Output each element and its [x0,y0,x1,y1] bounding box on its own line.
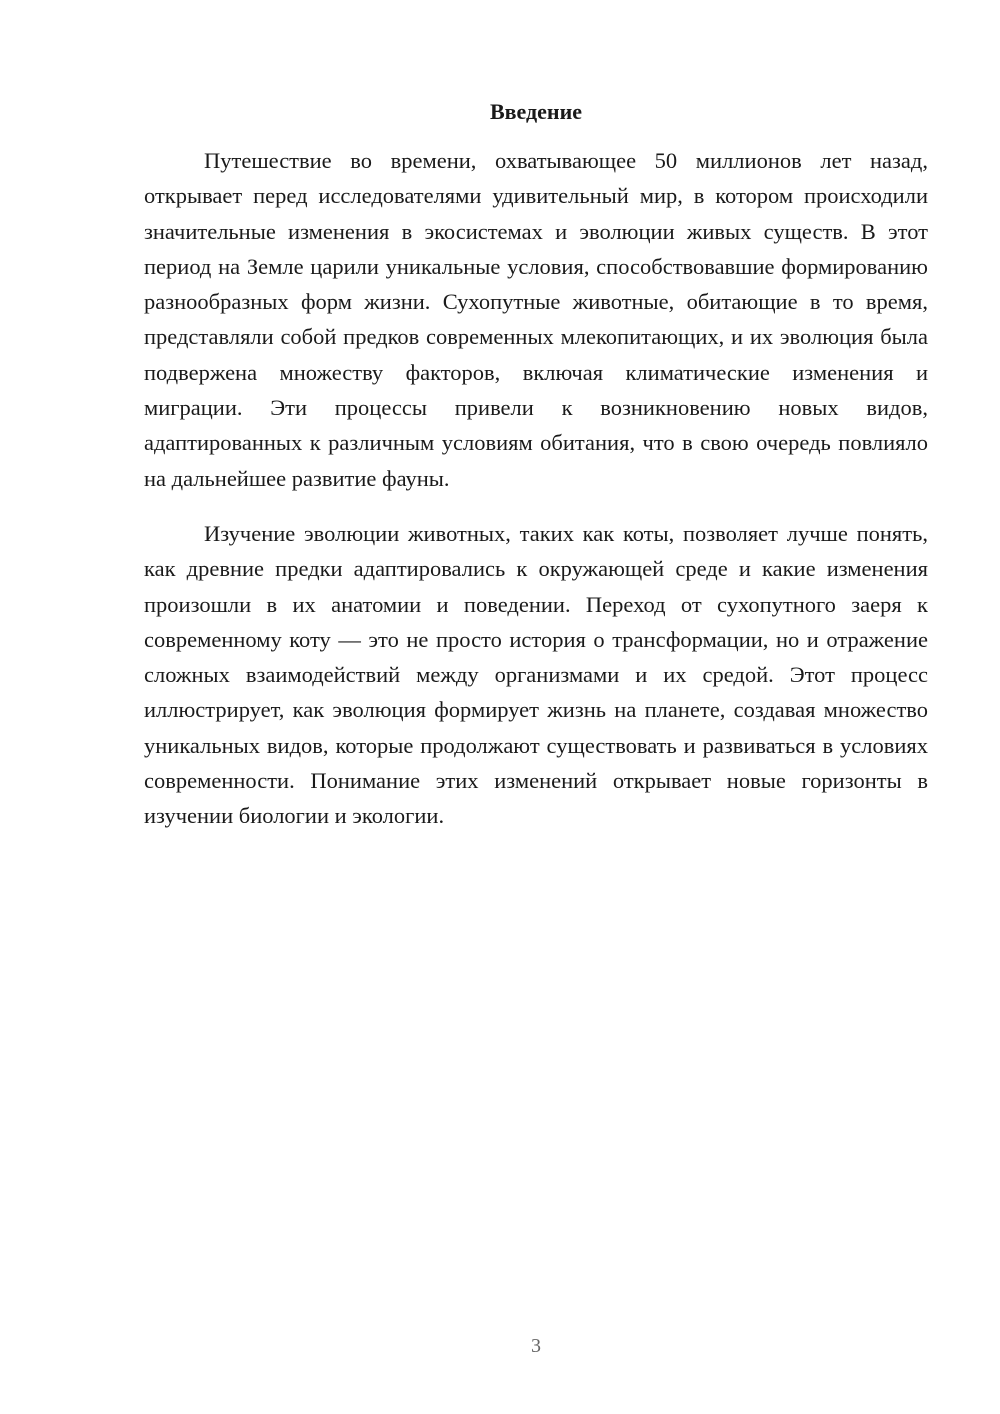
section-heading: Введение [489,99,583,124]
page-number: 3 [531,1335,541,1357]
body-text [144,143,928,834]
paragraph-2: Изучение эволюции животных, таких как коты, позволяет лучше понять, как древние предки адаптировались к окружающей среде и какие изменения произошли в их анатомии и поведении. Переход от сухопутного заеря к современному коту — это не просто история о трансформации, но и отражение сложных взаимодействий между организмами и их средой. Этот процесс иллюстрирует, как эволюция формирует жизнь на планете, создавая множество уникальных видов, которые продолжают существовать и развиваться в условиях современности. Понимание этих изменений открывает новые горизонты в изучении биологии и экологии. [144,520,928,829]
paragraph-1: Путешествие во времени, охватывающее 50 миллионов лет назад, открывает перед исследователями удивительный мир, в котором происходили значительные изменения в экосистемах и эволюции живых существ. В этот период на Земле царили уникальные условия, способствовавшие формированию разнообразных форм жизни. Сухопутные животные, обитающие в то время, представляли собой предков современных млекопитающих, и их эволюция была подвержена множеству факторов, включая климатические изменения и миграции. Эти процессы привели к возникновению новых видов, адаптированных к различным условиям обитания, что в свою очередь повлияло на дальнейшее развитие фауны. [144,148,928,491]
